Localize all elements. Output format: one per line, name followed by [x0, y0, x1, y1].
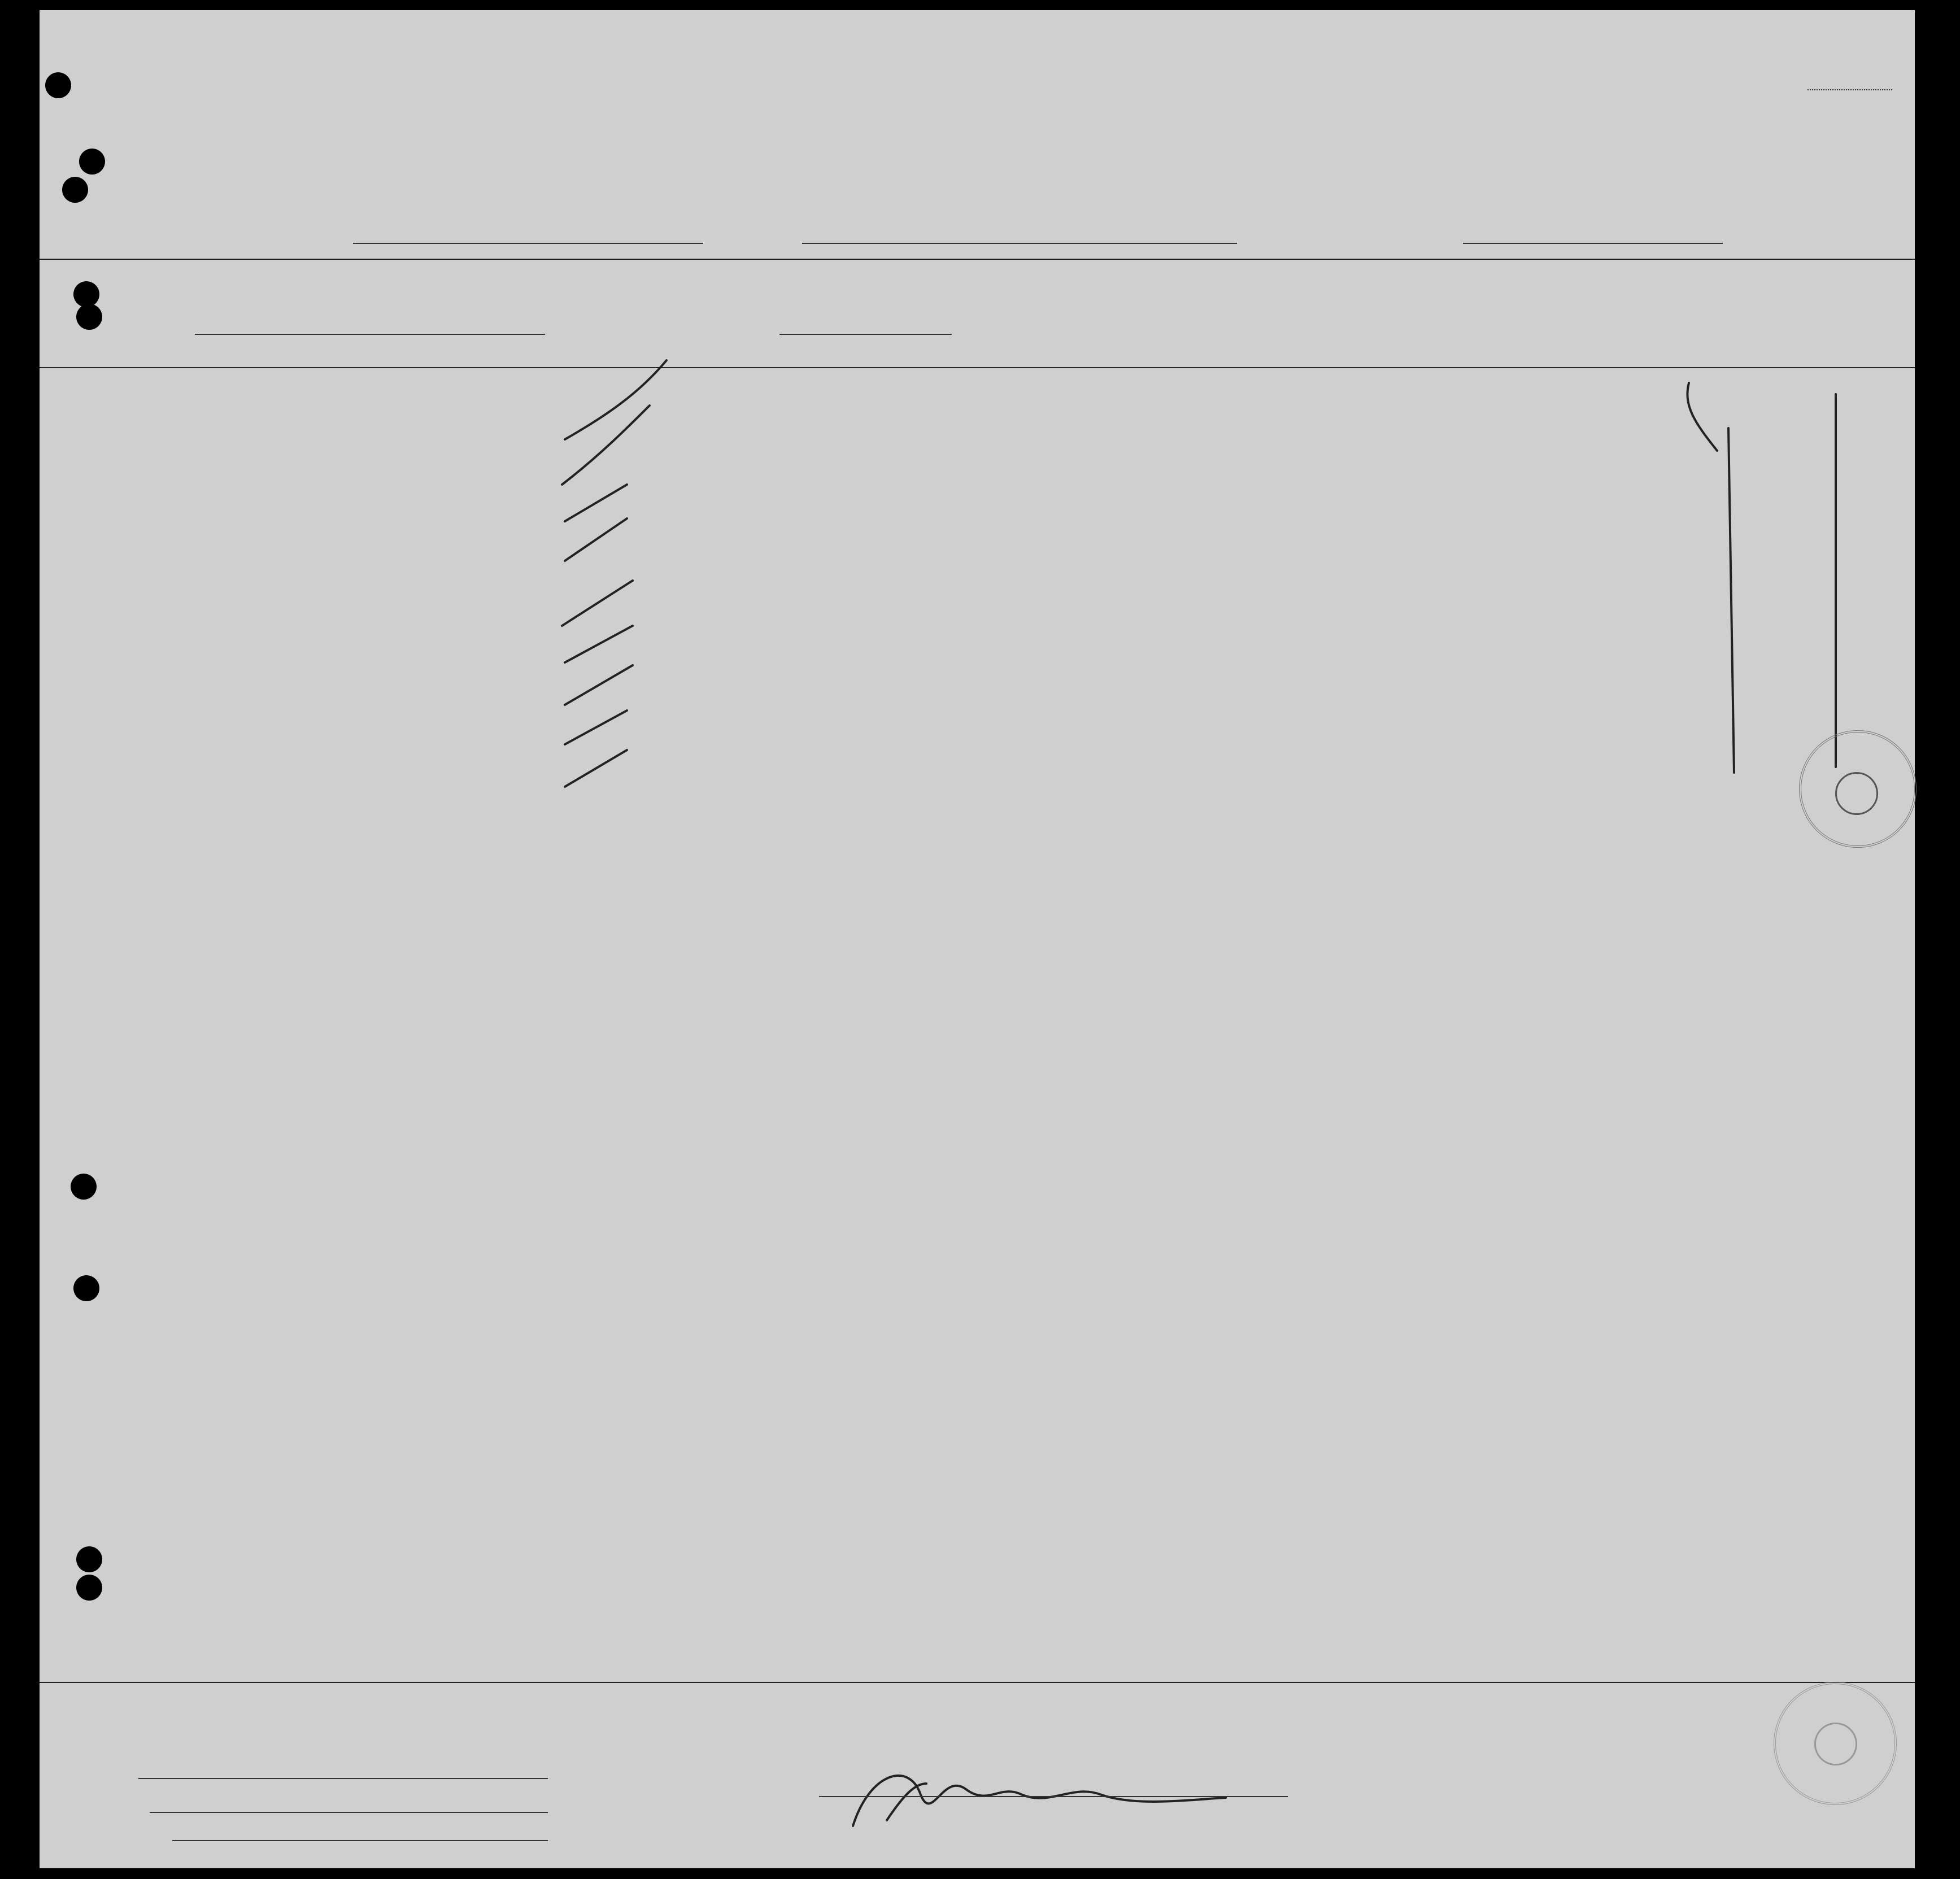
service-stroke: [562, 581, 633, 626]
consulate-seal-faint: [1774, 1682, 1897, 1805]
punch-hole: [76, 1546, 102, 1572]
service-stroke: [562, 406, 650, 485]
manifest-sheet: [40, 10, 1915, 1868]
line-rule: [138, 1778, 548, 1779]
punch-hole: [45, 72, 71, 98]
owners-rule: [150, 1812, 548, 1813]
punch-hole: [73, 281, 99, 307]
inspector-stroke: [1728, 428, 1734, 773]
service-stroke: [565, 710, 627, 744]
service-stroke: [565, 360, 667, 439]
agents-rule: [172, 1840, 548, 1841]
service-stroke: [565, 750, 627, 787]
punch-hole: [76, 304, 102, 330]
punch-hole: [76, 1575, 102, 1601]
pen-marks: [40, 10, 1915, 1868]
eagle-icon: [1835, 772, 1878, 815]
punch-hole: [73, 1275, 99, 1301]
consulate-seal: [1799, 730, 1917, 848]
eagle-icon: [1814, 1723, 1857, 1765]
inspector-signature: [853, 1776, 1226, 1826]
service-stroke: [565, 485, 627, 521]
punch-hole: [79, 149, 105, 175]
service-stroke: [565, 518, 627, 561]
service-stroke: [565, 626, 633, 662]
service-stroke: [565, 665, 633, 705]
inspector-signature: [887, 1784, 926, 1820]
inspector-rule: [819, 1796, 1288, 1797]
punch-hole: [62, 177, 88, 203]
inspector-stroke: [1687, 383, 1717, 451]
punch-hole: [71, 1174, 97, 1200]
